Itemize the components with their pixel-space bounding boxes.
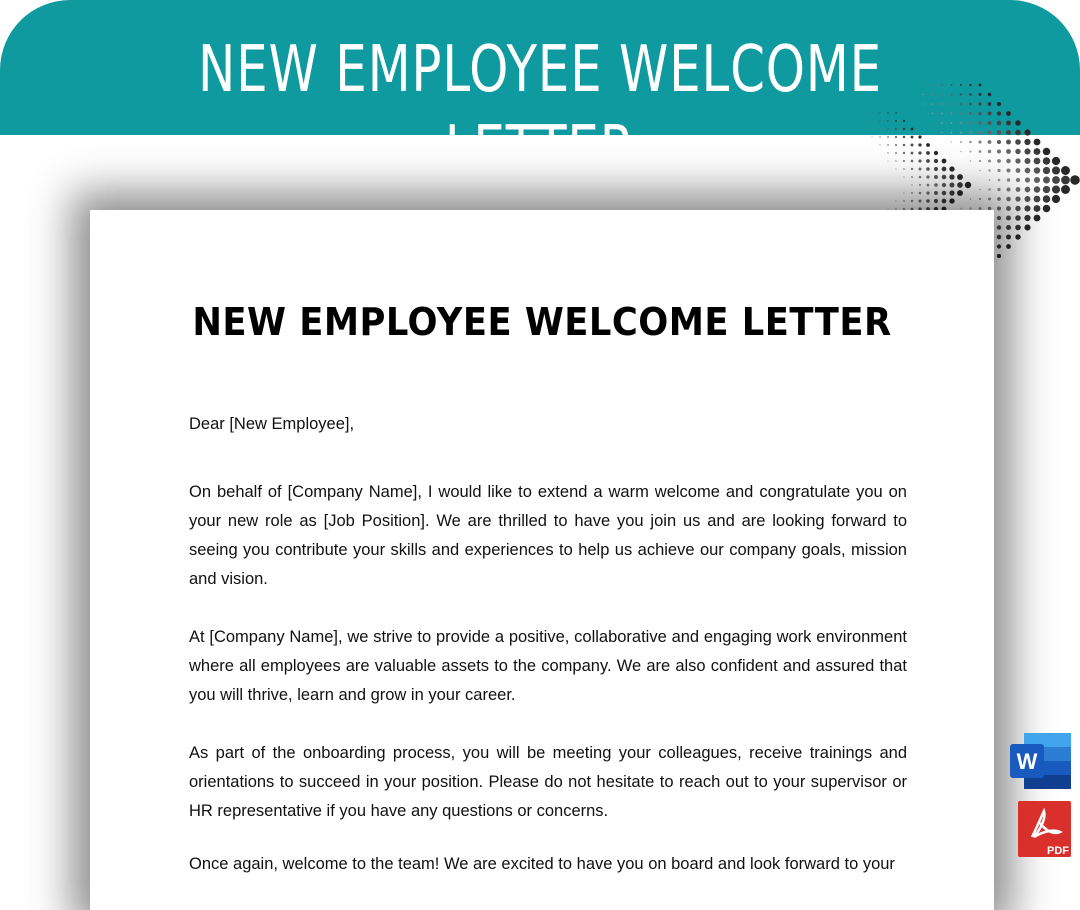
letter-page bbox=[90, 210, 994, 910]
paragraph-4: Once again, welcome to the team! We are excited to have you on board and look forward to your bbox=[189, 855, 895, 873]
document-title: NEW EMPLOYEE WELCOME LETTER bbox=[192, 300, 892, 344]
paragraph-3: As part of the onboarding process, you will be meeting your colleagues, receive trainings and orientations to succeed in your position. Please do not hesitate to reach out to your supervisor or HR representative if you have any questions or concerns. bbox=[189, 744, 907, 820]
paragraph-1: On behalf of [Company Name], I would like to extend a warm welcome and congratulate you on your new role as [Job Position]. We are thrilled to have you join us and are looking forward to seeing you contribute your skills and experiences to help us achieve our company goals, mission and vision. bbox=[189, 483, 907, 588]
banner-title: NEW EMPLOYEE WELCOME LETTER bbox=[198, 33, 882, 187]
word-icon bbox=[1010, 733, 1071, 789]
paragraph-2: At [Company Name], we strive to provide a positive, collaborative and engaging work environment where all employees are valuable assets to the company. We are also confident and assured that you will thrive, learn and grow in your career. bbox=[189, 628, 907, 704]
salutation: Dear [New Employee], bbox=[189, 415, 355, 433]
pdf-icon-label: PDF bbox=[1047, 845, 1069, 857]
word-icon-letter: W bbox=[1016, 749, 1038, 774]
pdf-icon bbox=[1018, 801, 1071, 857]
